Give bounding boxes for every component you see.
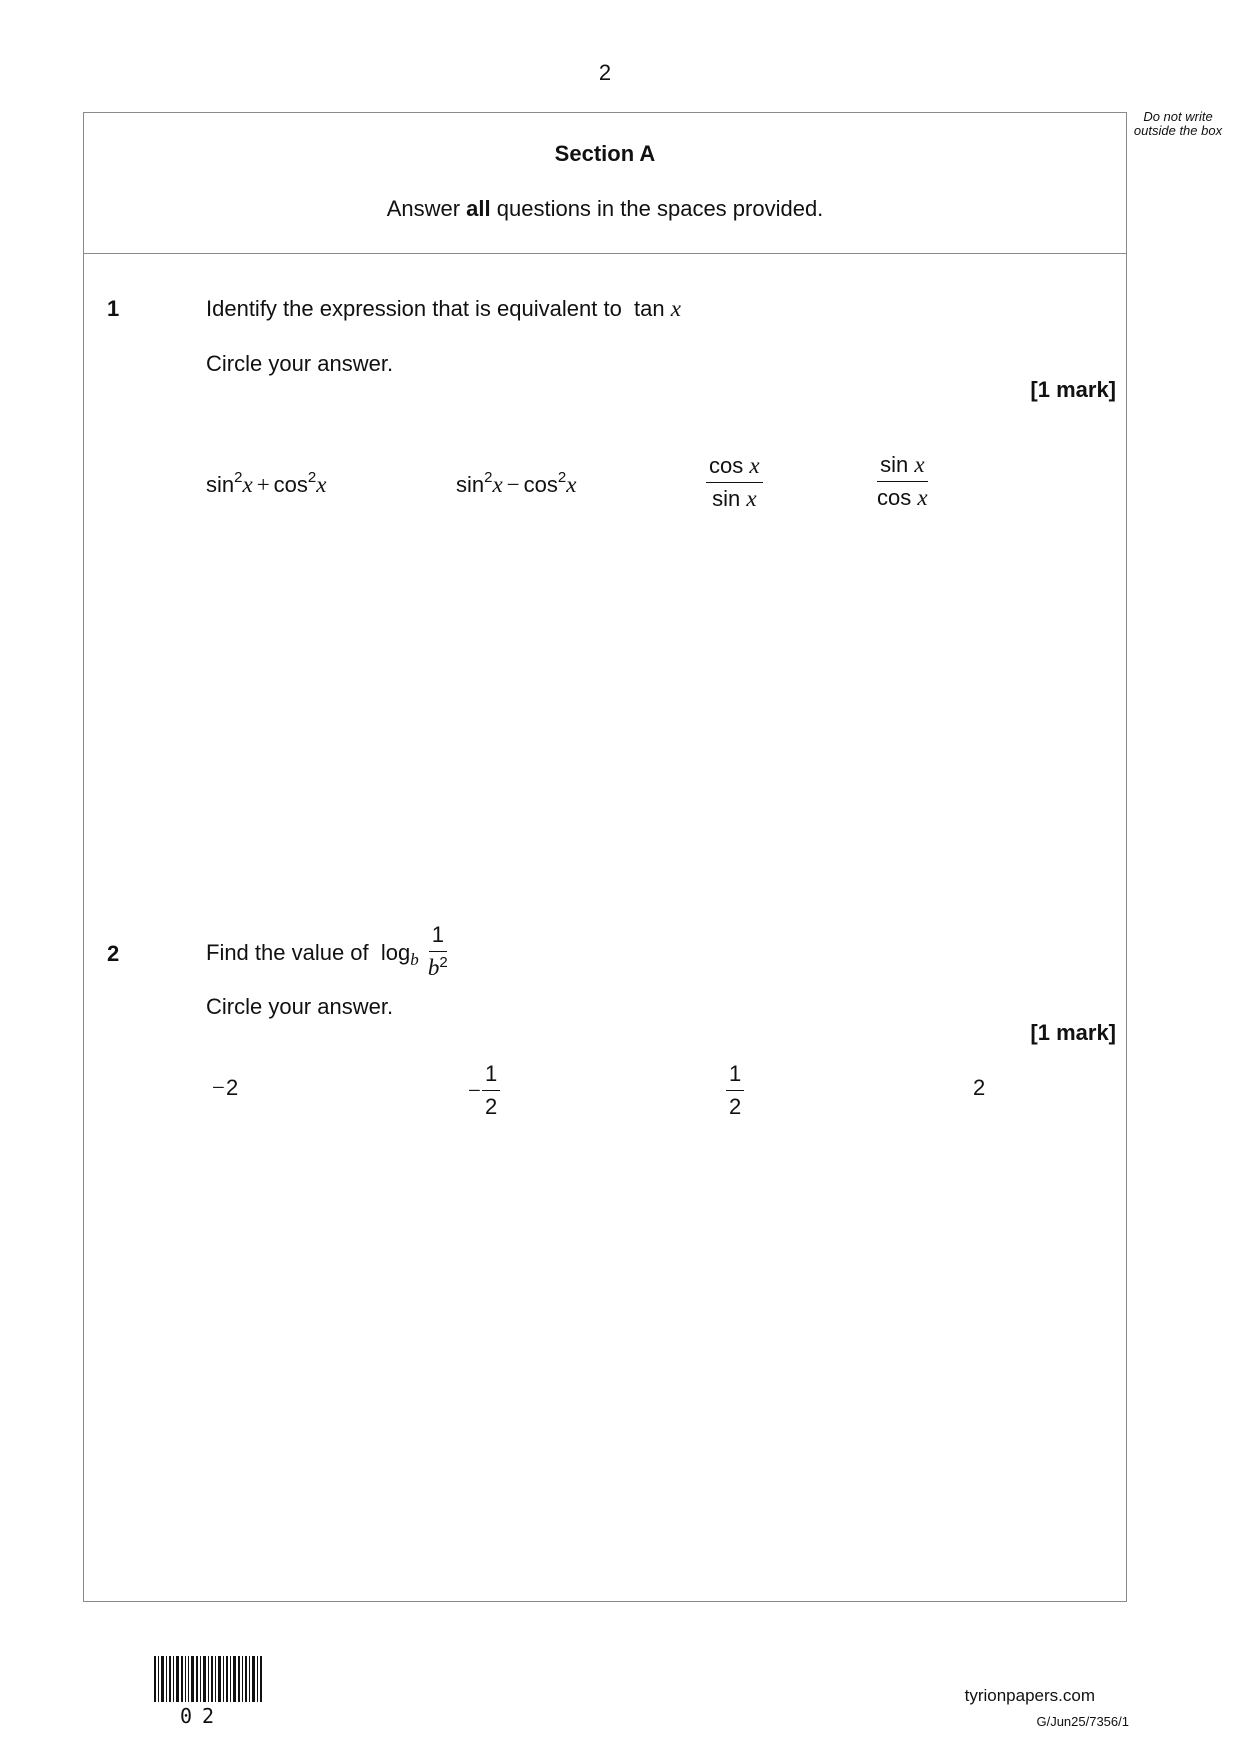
q2-opt-b-sign: − [468,1077,481,1103]
question-2-option-c[interactable] [726,1060,744,1121]
opt-b-var2: x [566,472,577,497]
question-2-option-a[interactable] [212,1075,238,1101]
opt-a-pow1: 2 [234,469,243,486]
opt-d-num-var: x [914,452,925,477]
question-1-prompt [206,296,681,322]
section-instruction [83,196,1127,222]
question-1-prompt-fn: tan [634,296,665,321]
q2-opt-b-den: 2 [484,1094,498,1119]
question-2-log-base: b [410,950,419,969]
q2-opt-c-den: 2 [729,1094,742,1119]
question-1-option-c[interactable] [706,452,763,513]
q2-opt-a-value: 2 [225,1075,239,1100]
question-2-option-d[interactable] [973,1075,985,1101]
q2-opt-c-fraction [726,1060,744,1121]
question-2-log: log [380,940,411,965]
footer-reference: G/Jun25/7356/1 [1036,1714,1129,1729]
question-2-den-var: b [427,955,440,980]
opt-d-den-fn: cos [877,485,912,510]
q2-opt-b-fraction [482,1060,500,1121]
question-1-marks: [1 mark] [1030,377,1116,402]
barcode-digits: 02 [180,1704,225,1728]
question-2-frac-num: 1 [429,921,447,952]
question-1-instruction: Circle your answer. [206,351,394,376]
question-2-marks: [1 mark] [1030,1020,1116,1045]
opt-a-var1: x [242,472,253,497]
instruction-pre: Answer [386,196,467,221]
opt-d-num-fn: sin [880,452,909,477]
footer-site: tyrionpapers.com [964,1686,1095,1705]
opt-a-fn1: sin [206,472,235,497]
barcode-icon [154,1656,264,1702]
q2-opt-b-num: 1 [482,1060,500,1091]
question-1-prompt-text: Identify the expression that is equivalent to [206,296,622,321]
opt-c-num-fn: cos [709,453,744,478]
opt-b-op: − [506,472,520,497]
opt-a-var2: x [316,472,327,497]
opt-a-op: + [256,472,270,497]
question-1-option-a[interactable] [206,469,327,498]
opt-c-fraction [706,452,763,513]
opt-b-fn2: cos [523,472,558,497]
q2-opt-d-value: 2 [973,1075,986,1100]
section-title: Section A [554,141,656,166]
opt-a-fn2: cos [273,472,308,497]
opt-a-pow2: 2 [307,469,317,486]
q2-opt-a-sign: − [212,1075,225,1100]
instruction-bold: all [466,196,491,221]
instruction-post: questions in the spaces provided. [490,196,824,221]
opt-d-denominator [874,482,931,512]
question-2-frac-den [425,952,451,985]
opt-d-den-var: x [917,485,928,510]
question-1-prompt-var: x [670,296,681,321]
question-1-number: 1 [107,296,120,321]
question-2-prompt-text: Find the value of [206,940,369,965]
question-2-fraction [425,921,451,985]
opt-c-numerator [706,452,763,483]
opt-c-num-var: x [749,453,760,478]
question-2-number: 2 [107,941,120,966]
question-2-den-pow: 2 [439,954,448,971]
opt-d-fraction [874,451,931,512]
answer-box [83,112,1127,1602]
opt-d-numerator [877,451,927,482]
margin-note: Do not write outside the box [1133,109,1223,138]
question-2-prompt [206,921,451,985]
opt-c-denominator [709,483,759,513]
question-2-option-b[interactable] [468,1060,500,1121]
opt-b-pow2: 2 [557,469,567,486]
opt-b-pow1: 2 [484,469,493,486]
q2-opt-c-num: 1 [726,1060,744,1091]
section-divider [83,253,1127,254]
question-1-option-b[interactable] [456,469,577,498]
opt-b-var1: x [492,472,503,497]
opt-c-den-fn: sin [712,486,741,511]
question-2-instruction: Circle your answer. [206,994,394,1019]
question-1-option-d[interactable] [874,451,931,512]
opt-c-den-var: x [746,486,757,511]
opt-b-fn1: sin [456,472,485,497]
page-number: 2 [598,60,612,85]
